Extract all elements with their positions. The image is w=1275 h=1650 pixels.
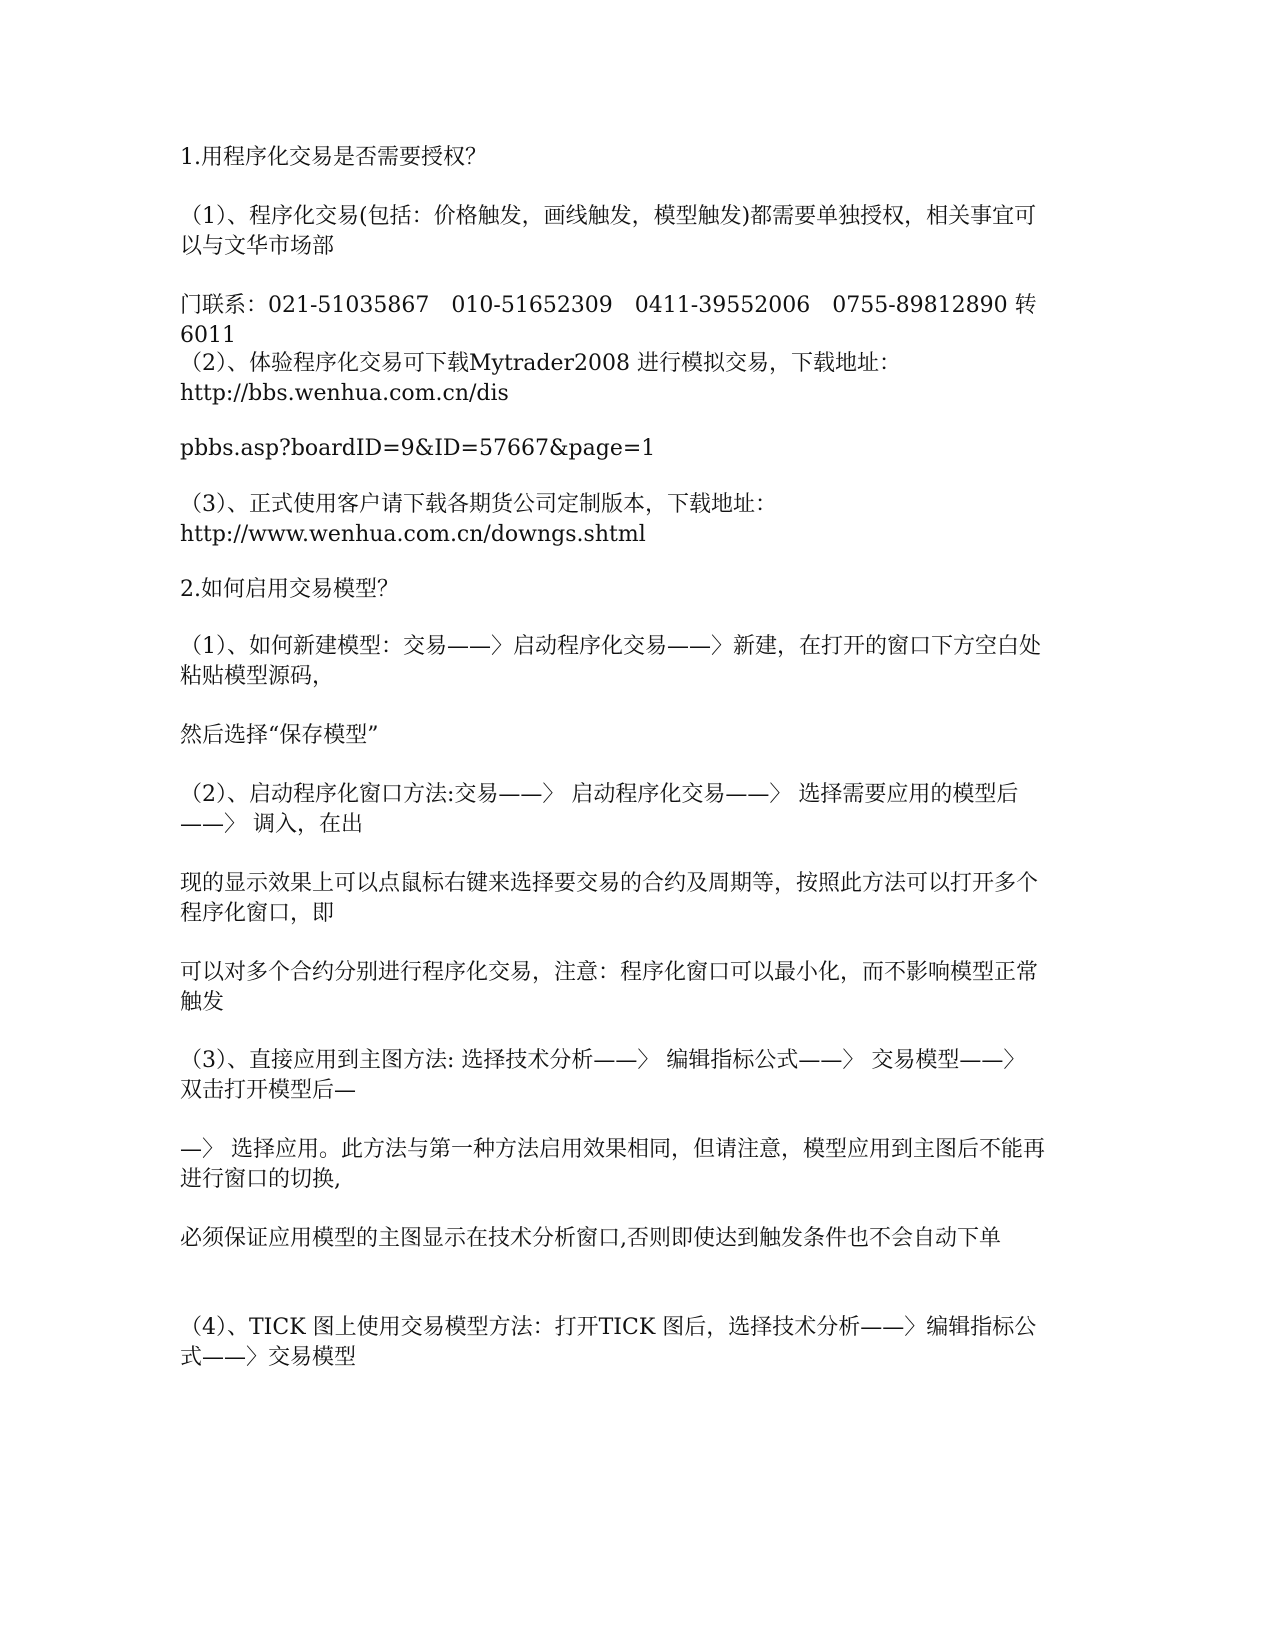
answer-1-item-2: （2）、体验程序化交易可下载Mytrader2008 进行模拟交易，下载地址： http://bbs.wenhua.com.cn/dis <box>180 351 902 406</box>
answer-1-item-1: （1）、程序化交易(包括：价格触发，画线触发，模型触发)都需要单独授权，相关事宜可以与文华市场部 <box>180 204 1037 259</box>
answer-2-item-2-note: 可以对多个合约分别进行程序化交易，注意：程序化窗口可以最小化，而不影响模型正常触发 <box>180 960 1039 1015</box>
answer-2-item-3-continued: —〉 选择应用。此方法与第一种方法启用效果相同，但请注意，模型应用到主图后不能再进行窗口的切换, <box>180 1137 1045 1192</box>
answer-2-item-4: （4）、TICK 图上使用交易模型方法：打开TICK 图后，选择技术分析——〉编辑指标公式——〉交易模型 <box>180 1315 1037 1370</box>
answer-1-item-3: （3）、正式使用客户请下载各期货公司定制版本，下载地址： http://www.wenhua.com.cn/downgs.shtml <box>180 492 777 547</box>
answer-2-item-1-continued: 然后选择“保存模型” <box>180 723 379 748</box>
answer-1-item-2-url-continued: pbbs.asp?boardID=9&ID=57667&page=1 <box>180 436 656 461</box>
answer-2-item-2-continued: 现的显示效果上可以点鼠标右键来选择要交易的合约及周期等，按照此方法可以打开多个程序化窗口，即 <box>180 871 1039 926</box>
question-2-heading: 2.如何启用交易模型？ <box>180 577 399 602</box>
answer-2-item-3: （3）、直接应用到主图方法: 选择技术分析——〉 编辑指标公式——〉 交易模型——〉 双击打开模型后— <box>180 1048 1033 1103</box>
answer-2-item-3-note: 必须保证应用模型的主图显示在技术分析窗口,否则即使达到触发条件也不会自动下单 <box>180 1226 1001 1251</box>
question-1-heading: 1.用程序化交易是否需要授权？ <box>180 145 487 170</box>
answer-2-item-2: （2）、启动程序化窗口方法:交易——〉 启动程序化交易——〉 选择需要应用的模型后——〉 调入，在出 <box>180 782 1019 837</box>
answer-2-item-1: （1）、如何新建模型：交易——〉启动程序化交易——〉新建，在打开的窗口下方空白处粘贴模型源码， <box>180 634 1041 689</box>
answer-1-contact-line: 门联系：021-51035867 010-51652309 0411-39552006 0755-89812890 转 6011 <box>180 293 1059 348</box>
